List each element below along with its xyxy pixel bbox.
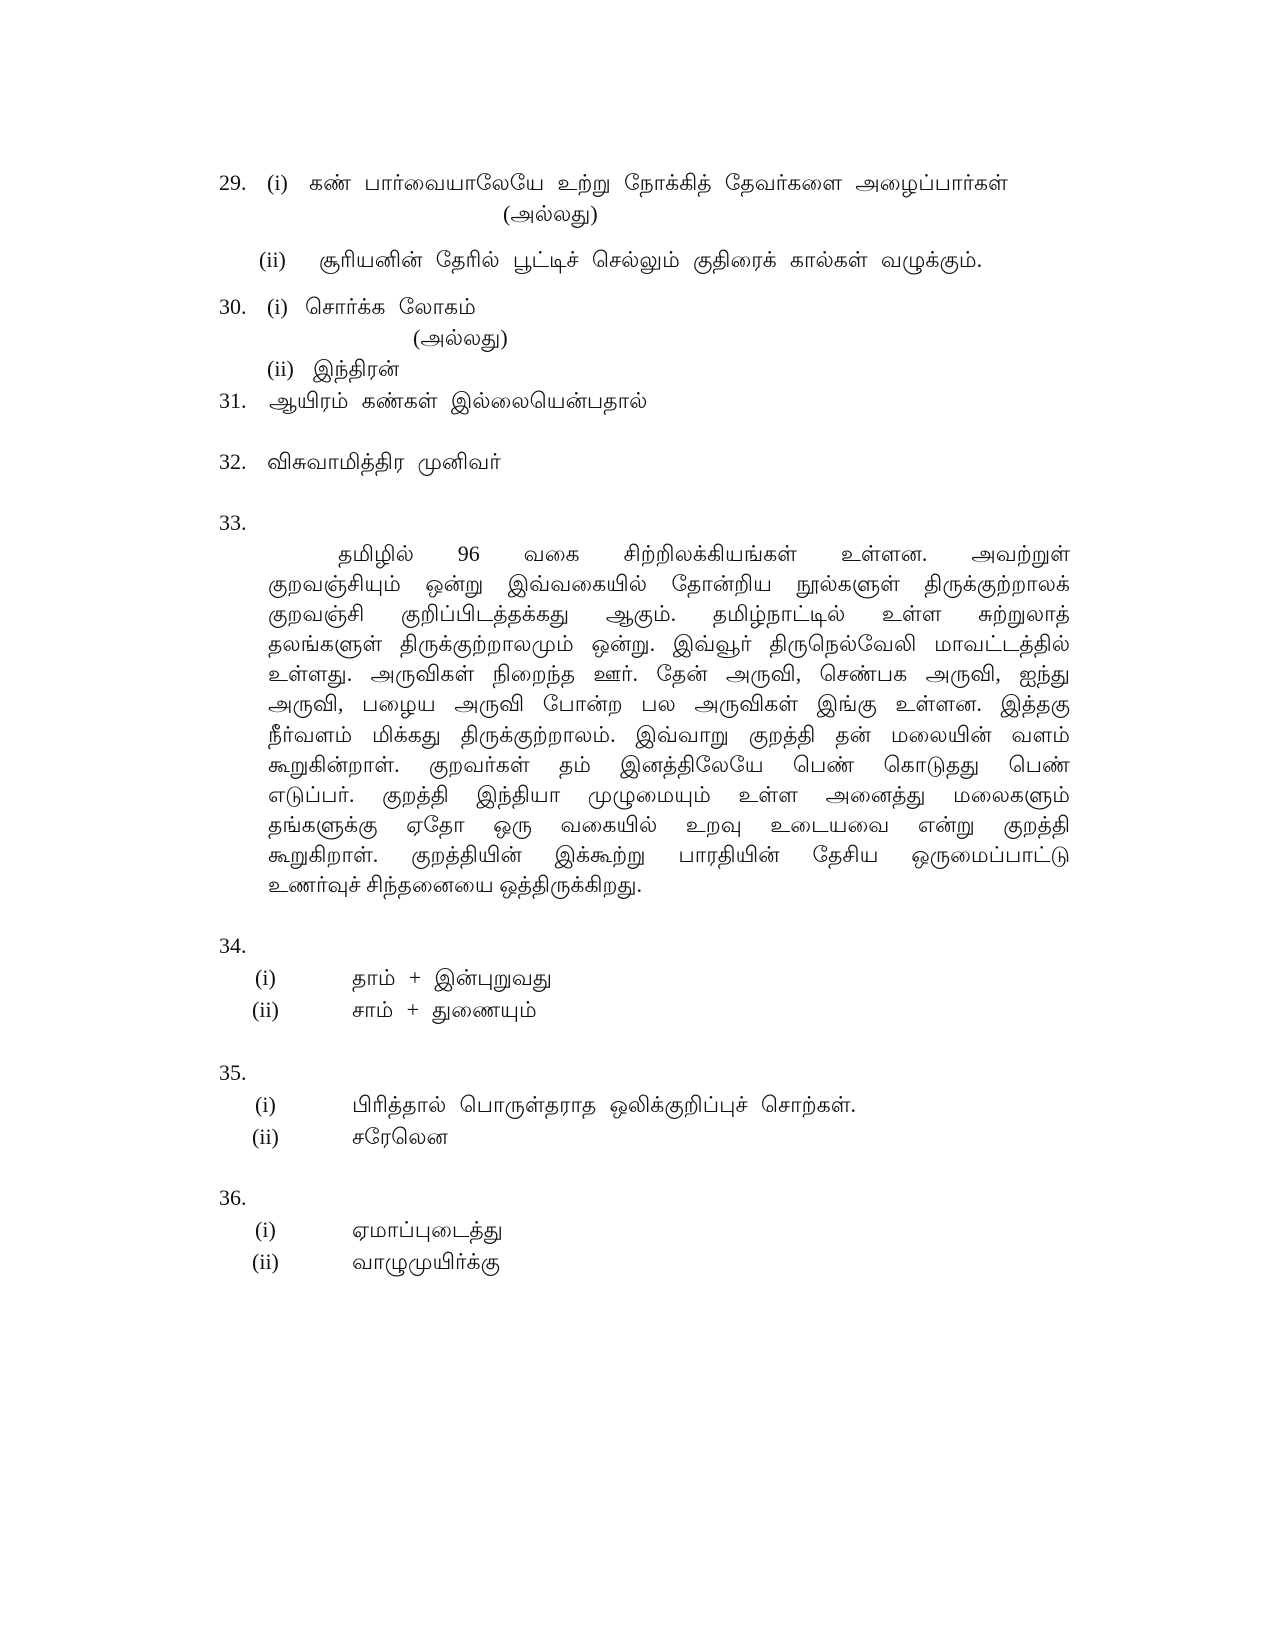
- sub-label: (ii): [252, 997, 279, 1022]
- paragraph-line: குறவஞ்சியும் ஒன்று இவ்வகையில் தோன்றிய நூல்களுள் திருக்குற்றாலக்: [268, 571, 1070, 596]
- sub-label: (ii): [252, 1124, 279, 1149]
- question-number: 34.: [219, 933, 247, 958]
- paragraph-line: கூறுகிறாள். குறத்தியின் இக்கூற்று பாரதியின் தேசிய ஒருமைப்பாட்டு: [268, 842, 1070, 867]
- paragraph-line: எடுப்பர். குறத்தி இந்தியா முழுமையும் உள்ள அனைத்து மலைகளும்: [268, 782, 1070, 807]
- answer-text: பிரித்தால் பொருள்தராத ஒலிக்குறிப்புச் சொற்கள்.: [352, 1092, 857, 1117]
- paragraph-line: குறவஞ்சி குறிப்பிடத்தக்கது ஆகும். தமிழ்நாட்டில் உள்ள சுற்றுலாத்: [268, 601, 1070, 626]
- paragraph-line: உணர்வுச் சிந்தனையை ஒத்திருக்கிறது.: [268, 872, 643, 897]
- answer-text: தாம் + இன்புறுவது: [352, 965, 552, 990]
- sub-label: (i): [255, 1092, 276, 1117]
- paragraph-line: கூறுகின்றாள். குறவர்கள் தம் இனத்திலேயே பெண் கொடுதது பெண்: [268, 752, 1070, 777]
- answer-text: சரேலென: [352, 1124, 448, 1149]
- paragraph-line: தங்களுக்கு ஏதோ ஒரு வகையில் உறவு உடையவை என்று குறத்தி: [268, 812, 1070, 837]
- question-number: 33.: [219, 510, 247, 535]
- sub-label: (ii): [252, 1249, 279, 1274]
- sub-label: (i): [267, 294, 288, 319]
- answer-text: வாழுமுயிர்க்கு: [352, 1249, 501, 1274]
- answer-text: விசுவாமித்திர முனிவர்: [267, 449, 501, 474]
- answer-text: கண் பார்வையாலேயே உற்று நோக்கித் தேவர்களை அழைப்பார்கள்: [309, 170, 1008, 195]
- paragraph-line: அருவி, பழைய அருவி போன்ற பல அருவிகள் இங்கு உள்ளன. இத்தகு: [268, 691, 1070, 716]
- answer-text: சொர்க்க லோகம்: [305, 294, 476, 319]
- sub-label: (ii): [267, 356, 294, 381]
- question-number: 36.: [219, 1185, 247, 1210]
- question-number: 32.: [219, 449, 247, 474]
- paragraph-line: தமிழில் 96 வகை சிற்றிலக்கியங்கள் உள்ளன. அவற்றுள்: [338, 541, 1070, 566]
- answer-text: ஆயிரம் கண்கள் இல்லையென்பதால்: [269, 388, 648, 413]
- answer-text: இந்திரன்: [313, 356, 400, 381]
- sub-label: (ii): [259, 247, 286, 272]
- paragraph-line: உள்ளது. அருவிகள் நிறைந்த ஊர். தேன் அருவி, செண்பக அருவி, ஐந்து: [268, 661, 1070, 686]
- or-label: (அல்லது): [503, 201, 598, 226]
- question-number: 31.: [219, 388, 247, 413]
- or-label: (அல்லது): [413, 325, 508, 350]
- sub-label: (i): [267, 170, 288, 195]
- paragraph-line: தலங்களுள் திருக்குற்றாலமும் ஒன்று. இவ்வூர் திருநெல்வேலி மாவட்டத்தில்: [268, 631, 1070, 656]
- question-number: 29.: [219, 170, 247, 195]
- question-number: 35.: [219, 1060, 247, 1085]
- question-number: 30.: [219, 294, 247, 319]
- answer-text: சூரியனின் தேரில் பூட்டிச் செல்லும் குதிரைக் கால்கள் வழுக்கும்.: [319, 247, 983, 272]
- sub-label: (i): [255, 1217, 276, 1242]
- answer-text: ஏமாப்புடைத்து: [352, 1217, 503, 1242]
- answer-text: சாம் + துணையும்: [352, 997, 537, 1022]
- sub-label: (i): [255, 965, 276, 990]
- paragraph-line: நீர்வளம் மிக்கது திருக்குற்றாலம். இவ்வாறு குறத்தி தன் மலையின் வளம்: [268, 722, 1070, 747]
